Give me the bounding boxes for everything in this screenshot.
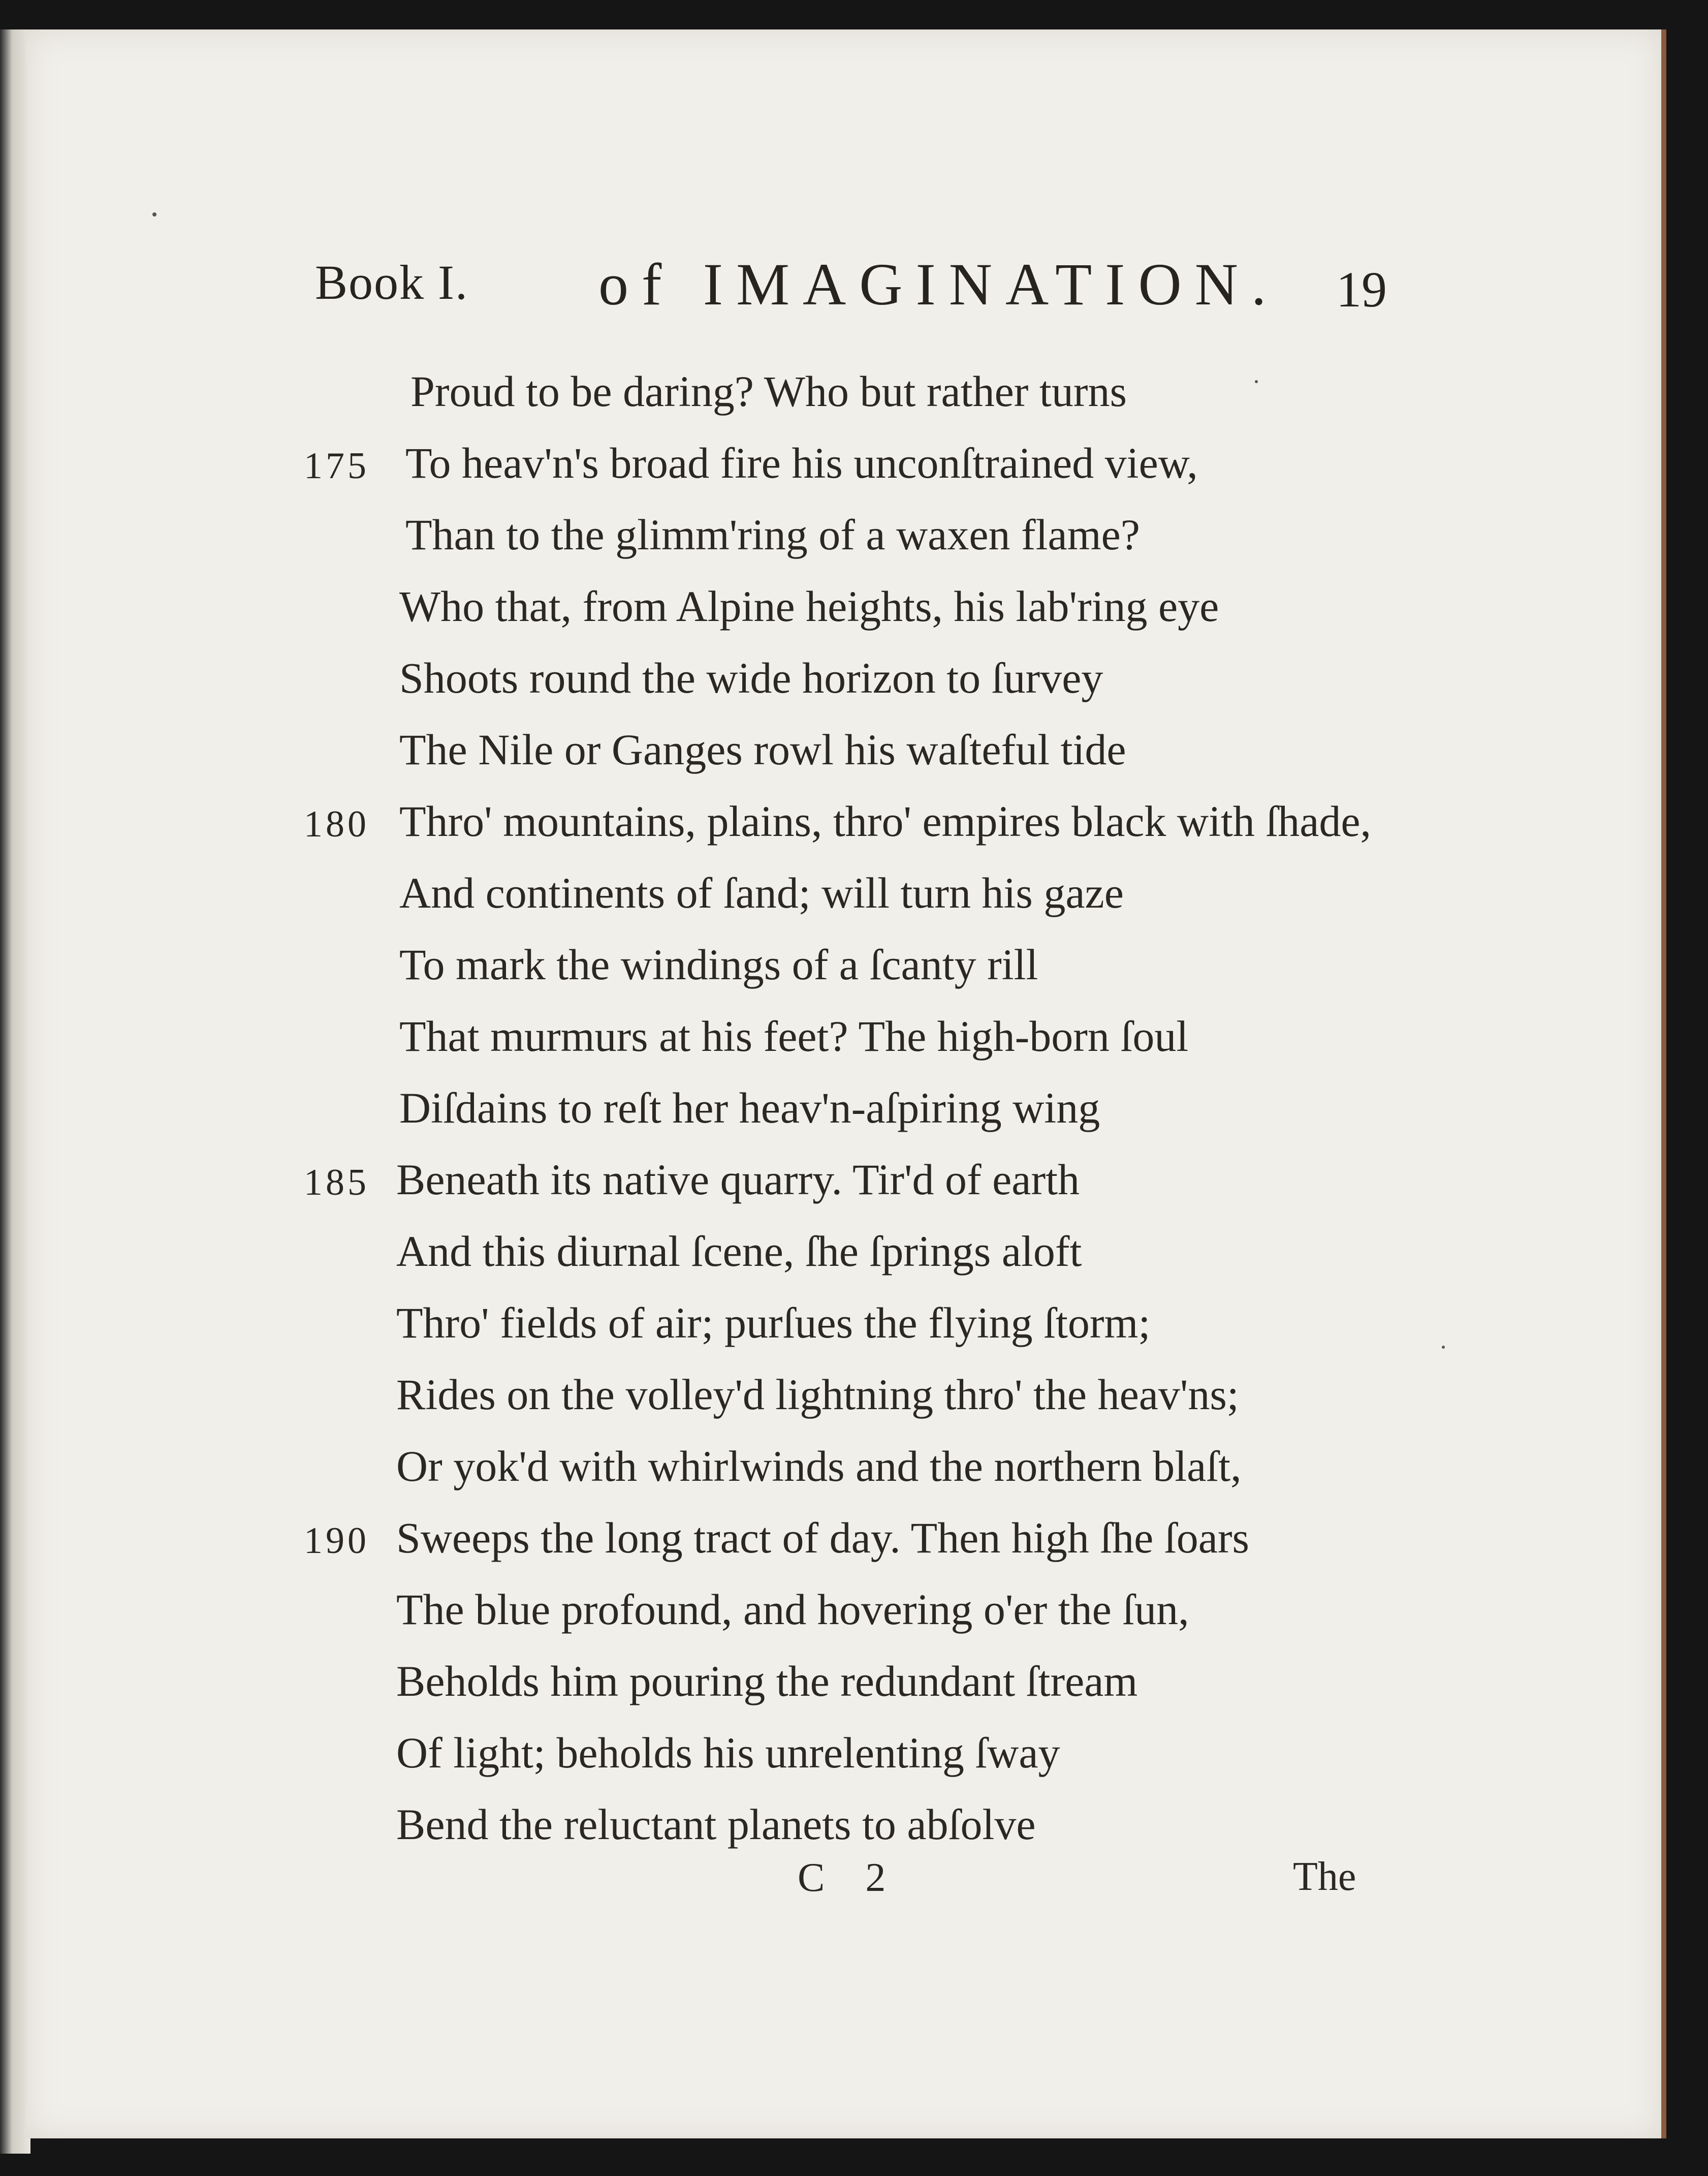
poem-line: And this diurnal ſcene, ſhe ſprings aloft (396, 1227, 1082, 1276)
line-number: 175 (304, 445, 369, 487)
poem-line: Thro' mountains, plains, thro' empires black with ſhade, (399, 797, 1372, 846)
signature-mark: C 2 (798, 1855, 901, 1900)
poem-line: Bend the reluctant planets to abſolve (396, 1800, 1036, 1849)
line-number: 180 (304, 803, 369, 845)
paper-speck (1255, 380, 1258, 383)
poem-line: To mark the windings of a ſcanty rill (399, 940, 1038, 989)
poem-line: To heav'n's broad fire his unconſtrained view, (405, 439, 1198, 487)
catchword: The (1293, 1854, 1356, 1899)
poem-line: Beholds him pouring the redundant ſtream (396, 1657, 1138, 1705)
line-number: 185 (304, 1162, 369, 1203)
running-head-book: Book I. (315, 255, 468, 309)
paper-speck (152, 212, 156, 216)
poem-line: Thro' fields of air; purſues the flying ſtorm; (396, 1298, 1151, 1347)
poem-line: Than to the glimm'ring of a waxen flame? (405, 510, 1140, 559)
line-number: 190 (304, 1520, 369, 1562)
poem-line: That murmurs at his feet? The high-born ſoul (399, 1012, 1189, 1061)
poem-line: Proud to be daring? Who but rather turns (410, 367, 1127, 416)
poem-line: And continents of ſand; will turn his gaze (399, 868, 1124, 917)
poem-line: Who that, from Alpine heights, his lab'ring eye (399, 582, 1219, 631)
poem-line: Rides on the volley'd lightning thro' the heav'ns; (396, 1370, 1239, 1419)
poem-line: Of light; beholds his unrelenting ſway (396, 1728, 1060, 1777)
poem-line: Beneath its native quarry. Tir'd of earth (396, 1155, 1080, 1204)
poem-line: Sweeps the long tract of day. Then high ſhe ſoars (396, 1513, 1249, 1562)
paper-speck (1442, 1346, 1445, 1349)
poem-line: Shoots round the wide horizon to ſurvey (399, 654, 1103, 702)
poem-line: The blue profound, and hovering o'er the ſun, (396, 1585, 1189, 1634)
poem-line: Or yok'd with whirlwinds and the northern blaſt, (396, 1442, 1242, 1490)
page-number: 19 (1336, 261, 1387, 318)
poem-line: The Nile or Ganges rowl his waſteful tide (399, 725, 1126, 774)
running-head-title: of IMAGINATION. (598, 251, 1280, 318)
poem-line: Diſdains to reſt her heav'n-aſpiring wing (399, 1083, 1100, 1132)
